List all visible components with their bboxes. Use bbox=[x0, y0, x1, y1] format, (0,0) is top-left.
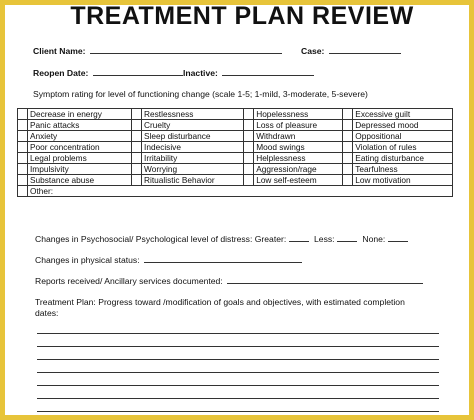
symptom-cell: Worrying bbox=[142, 164, 244, 175]
case-row bbox=[301, 45, 401, 56]
symptom-cell: Irritability bbox=[142, 153, 244, 164]
symptom-cell: Hopelessness bbox=[254, 109, 343, 120]
plan-line-2[interactable] bbox=[37, 346, 439, 347]
table-row bbox=[18, 131, 453, 142]
less-label: Less: bbox=[314, 234, 335, 244]
table-row bbox=[18, 109, 453, 120]
rating-box[interactable] bbox=[343, 153, 353, 164]
rating-box[interactable] bbox=[18, 175, 28, 186]
symptom-cell: Helplessness bbox=[254, 153, 343, 164]
symptom-cell: Oppositional bbox=[353, 131, 453, 142]
symptom-cell: Depressed mood bbox=[353, 120, 453, 131]
case-label: Case: bbox=[301, 46, 325, 56]
symptom-cell: Excessive guilt bbox=[353, 109, 453, 120]
rating-box[interactable] bbox=[343, 142, 353, 153]
rating-box[interactable] bbox=[244, 142, 254, 153]
reports-row bbox=[35, 275, 423, 286]
rating-box[interactable] bbox=[343, 164, 353, 175]
symptom-cell: Decrease in energy bbox=[28, 109, 132, 120]
rating-box[interactable] bbox=[244, 153, 254, 164]
symptom-cell: Ritualistic Behavior bbox=[142, 175, 244, 186]
none-field[interactable] bbox=[388, 233, 408, 242]
symptom-cell: Mood swings bbox=[254, 142, 343, 153]
symptom-cell: Loss of pleasure bbox=[254, 120, 343, 131]
table-row bbox=[18, 120, 453, 131]
plan-line-5[interactable] bbox=[37, 385, 439, 386]
rating-box[interactable] bbox=[132, 131, 142, 142]
rating-box[interactable] bbox=[343, 175, 353, 186]
symptom-rating-text: Symptom rating for level of functioning change (scale 1-5; 1-mild, 3-moderate, 5-severe) bbox=[33, 89, 368, 99]
rating-box[interactable] bbox=[132, 142, 142, 153]
client-name-row bbox=[33, 45, 282, 56]
rating-box[interactable] bbox=[244, 175, 254, 186]
symptom-cell: Sleep disturbance bbox=[142, 131, 244, 142]
less-field[interactable] bbox=[337, 233, 357, 242]
rating-box[interactable] bbox=[18, 109, 28, 120]
rating-box[interactable] bbox=[244, 131, 254, 142]
symptom-cell: Low self-esteem bbox=[254, 175, 343, 186]
rating-box[interactable] bbox=[132, 120, 142, 131]
rating-box[interactable] bbox=[343, 120, 353, 131]
plan-line-4[interactable] bbox=[37, 372, 439, 373]
rating-box[interactable] bbox=[18, 164, 28, 175]
plan-line-7[interactable] bbox=[37, 411, 439, 412]
greater-field[interactable] bbox=[289, 233, 309, 242]
rating-box[interactable] bbox=[244, 109, 254, 120]
symptom-table bbox=[17, 108, 453, 197]
plan-line-3[interactable] bbox=[37, 359, 439, 360]
table-row-other bbox=[18, 186, 453, 197]
rating-box[interactable] bbox=[132, 109, 142, 120]
table-row bbox=[18, 142, 453, 153]
treatment-plan-label: Treatment Plan: Progress toward /modification of goals and objectives, with estimated completion bbox=[35, 297, 405, 307]
symptom-cell: Eating disturbance bbox=[353, 153, 453, 164]
table-row bbox=[18, 175, 453, 186]
dates-label: dates: bbox=[35, 308, 59, 318]
symptom-cell: Indecisive bbox=[142, 142, 244, 153]
symptom-cell: Panic attacks bbox=[28, 120, 132, 131]
symptom-cell: Low motivation bbox=[353, 175, 453, 186]
reports-label: Reports received/ Ancillary services documented: bbox=[35, 276, 223, 286]
rating-box[interactable] bbox=[132, 175, 142, 186]
symptom-cell: Impulsivity bbox=[28, 164, 132, 175]
other-cell[interactable]: Other: bbox=[28, 186, 453, 197]
case-field[interactable] bbox=[329, 45, 401, 54]
symptom-cell: Violation of rules bbox=[353, 142, 453, 153]
client-name-label: Client Name: bbox=[33, 46, 86, 56]
psych-change-row bbox=[35, 233, 408, 244]
physical-status-label: Changes in physical status: bbox=[35, 255, 140, 265]
form-title: TREATMENT PLAN REVIEW bbox=[70, 2, 414, 30]
symptom-cell: Poor concentration bbox=[28, 142, 132, 153]
rating-box[interactable] bbox=[244, 120, 254, 131]
symptom-cell: Anxiety bbox=[28, 131, 132, 142]
psych-change-label: Changes in Psychosocial/ Psychological level of distress: Greater: bbox=[35, 234, 287, 244]
rating-box[interactable] bbox=[343, 109, 353, 120]
none-label: None: bbox=[362, 234, 386, 244]
table-row bbox=[18, 164, 453, 175]
reports-field[interactable] bbox=[227, 275, 423, 284]
symptom-cell: Substance abuse bbox=[28, 175, 132, 186]
inactive-row bbox=[183, 67, 314, 78]
symptom-cell: Restlessness bbox=[142, 109, 244, 120]
rating-box[interactable] bbox=[132, 153, 142, 164]
symptom-cell: Cruelty bbox=[142, 120, 244, 131]
rating-box[interactable] bbox=[18, 120, 28, 131]
rating-box[interactable] bbox=[18, 142, 28, 153]
plan-line-1[interactable] bbox=[37, 333, 439, 334]
inactive-field[interactable] bbox=[222, 67, 314, 76]
table-row bbox=[18, 153, 453, 164]
reopen-date-label: Reopen Date: bbox=[33, 68, 89, 78]
inactive-label: Inactive: bbox=[183, 68, 218, 78]
rating-box[interactable] bbox=[244, 164, 254, 175]
rating-box[interactable] bbox=[18, 153, 28, 164]
physical-status-field[interactable] bbox=[144, 254, 302, 263]
rating-box[interactable] bbox=[132, 164, 142, 175]
physical-status-row bbox=[35, 254, 302, 265]
rating-box[interactable] bbox=[18, 186, 28, 197]
plan-line-6[interactable] bbox=[37, 398, 439, 399]
rating-box[interactable] bbox=[343, 131, 353, 142]
rating-box[interactable] bbox=[18, 131, 28, 142]
symptom-cell: Tearfulness bbox=[353, 164, 453, 175]
reopen-date-row bbox=[33, 67, 183, 78]
symptom-cell: Aggression/rage bbox=[254, 164, 343, 175]
symptom-cell: Withdrawn bbox=[254, 131, 343, 142]
symptom-cell: Legal problems bbox=[28, 153, 132, 164]
reopen-date-field[interactable] bbox=[93, 67, 183, 76]
client-name-field[interactable] bbox=[90, 45, 282, 54]
